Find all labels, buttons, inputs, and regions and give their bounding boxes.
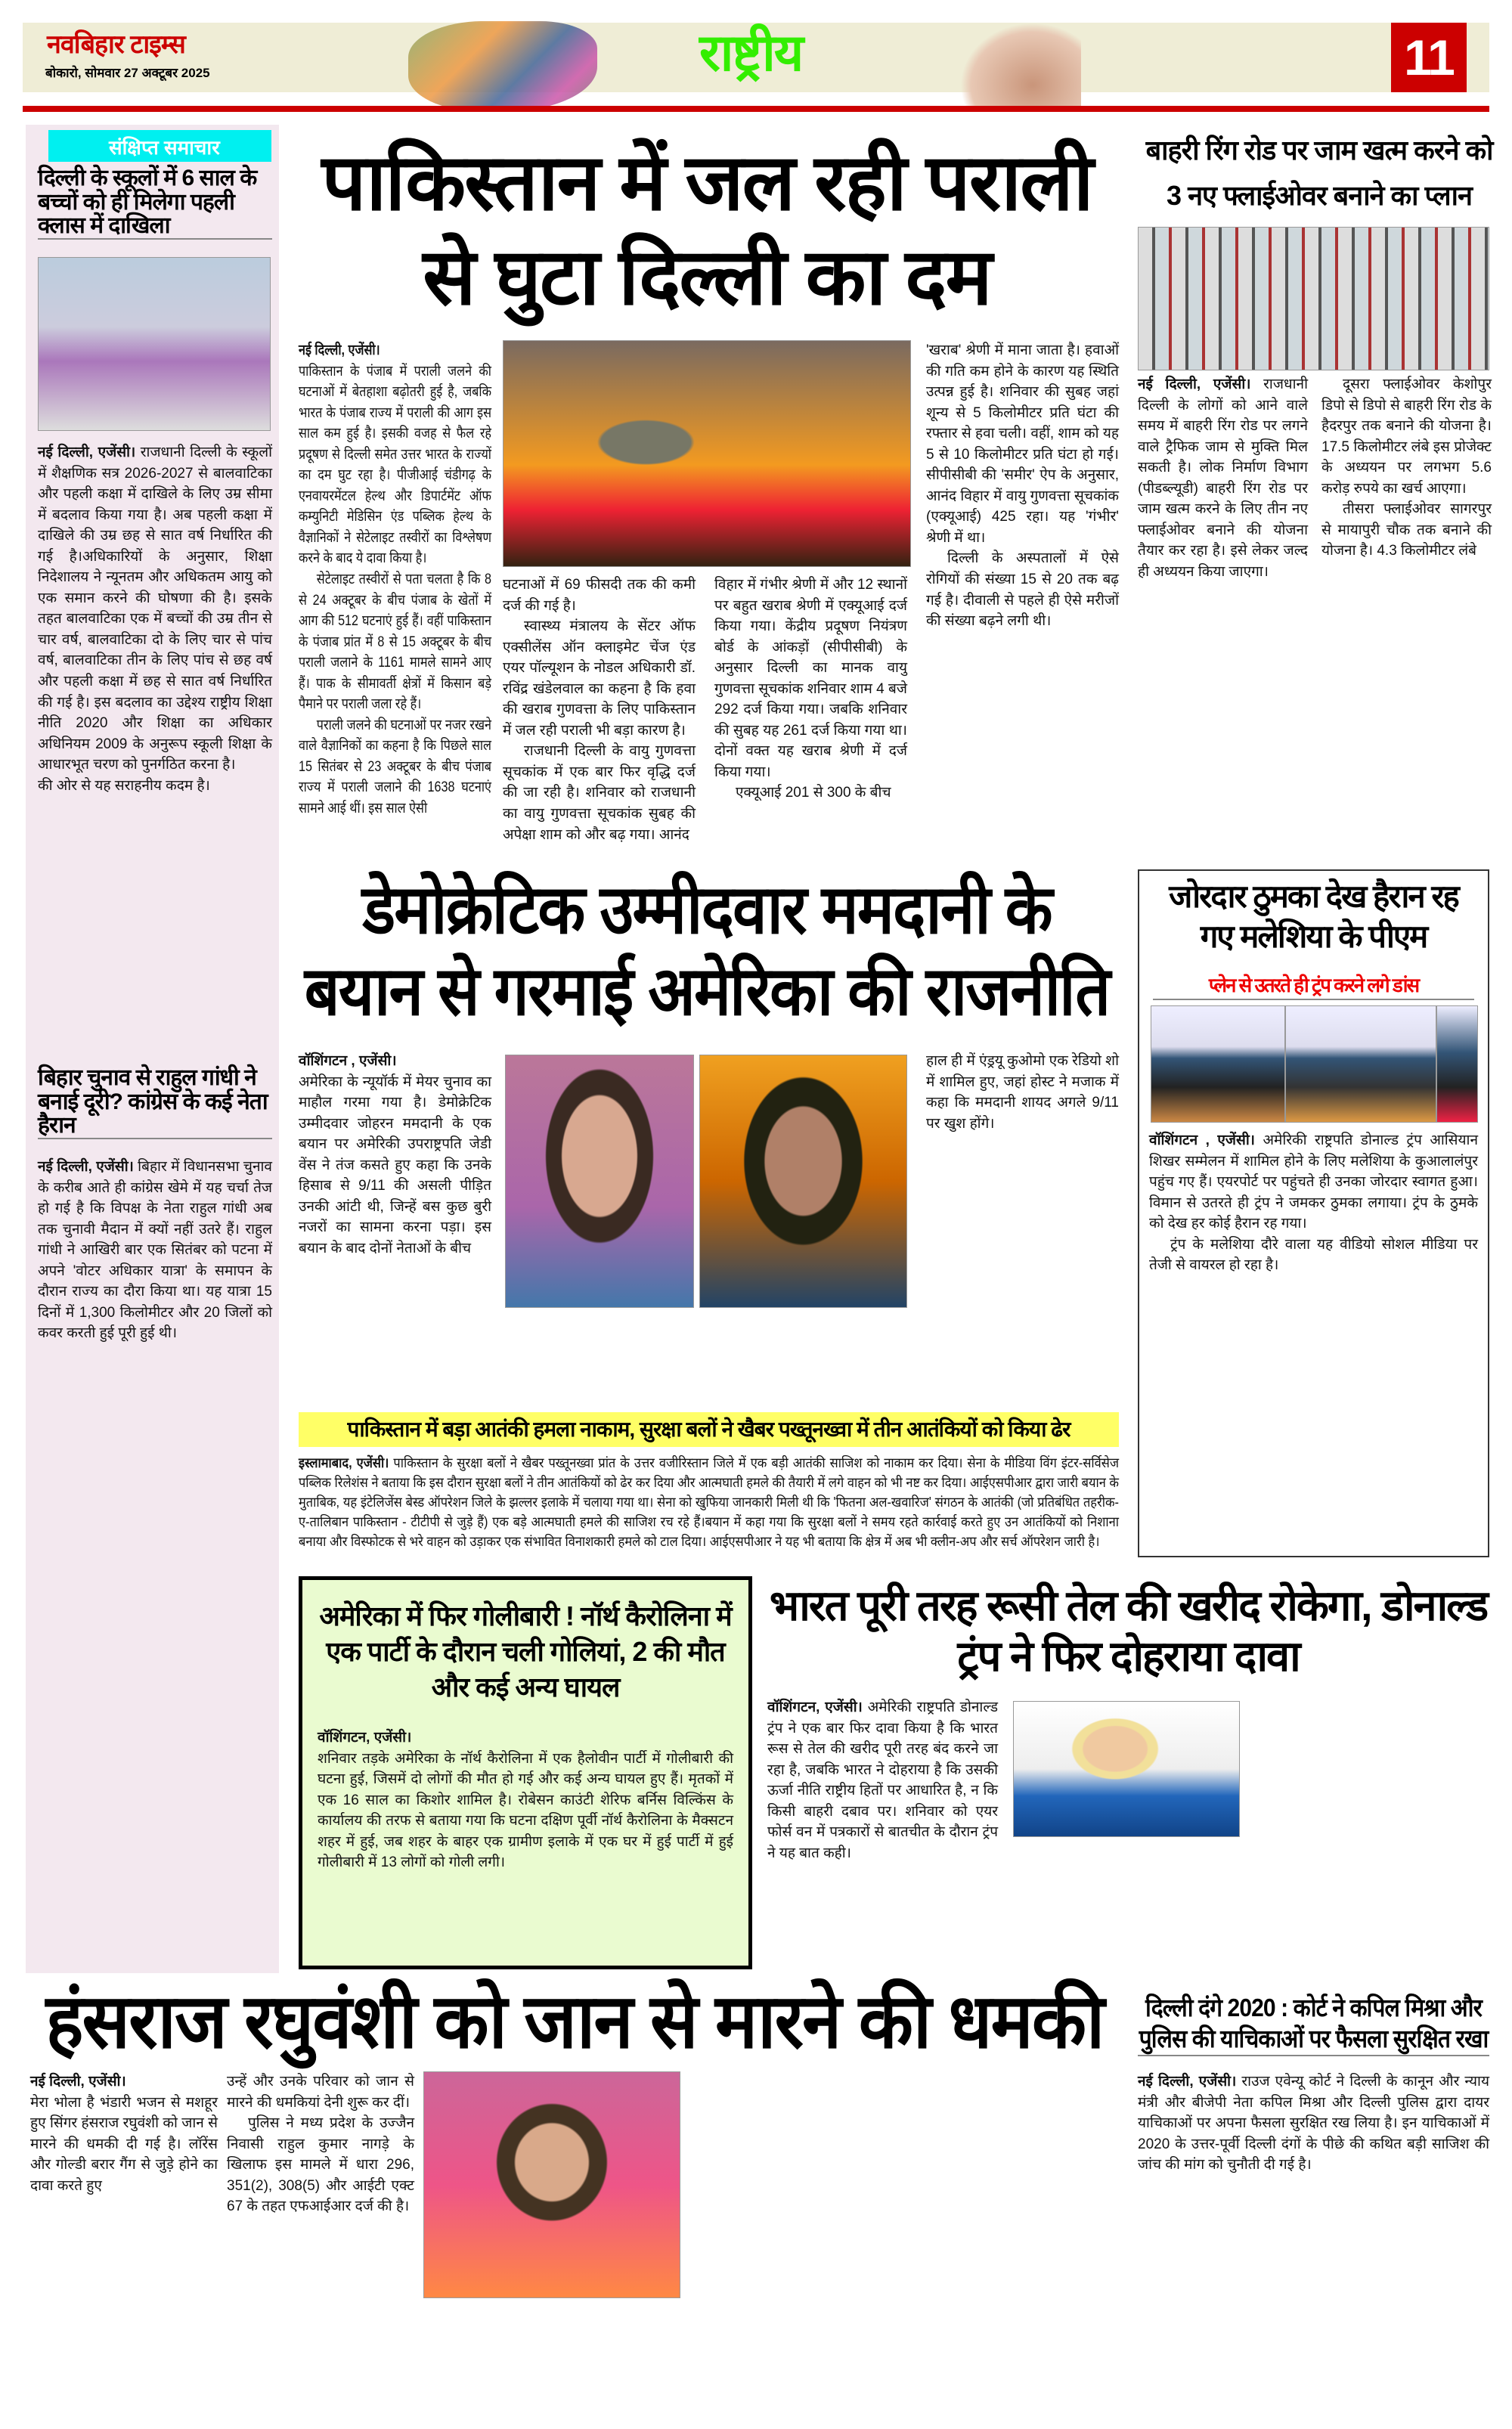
lead-col-4: 'खराब' श्रेणी में माना जाता है। हवाओं की गति कम होने के कारण यह स्थिति उत्पन्न हुई है। शनिवार की सुबह जहां शून्य से 5 किलोमीटर प्रति घंटा की रफ्तार से हवा चली। वहीं, शाम को यह 5 से 10 किलोमीटर प्रति घंटा हो गई। सीपीसीबी की 'समीर' ऐप के अनुसार, आनंद विहार में वायु गुणवत्ता सूचकांक (एक्यूआई) 425 रहा। यह 'गंभीर' श्रेणी में था। दिल्ली के अस्पतालों में ऐसे रोगियों की संख्या 15 से 20 तक बढ़ गई है। दीवाली से पहले ही ऐसे मरीजों की संख्या बढ़ने लगी थी। xyxy=(926,342,1119,630)
mamdani-col-4: हाल ही में एंड्रयू कुओमो एक रेडियो शो में शामिल हुए, जहां होस्ट ने मजाक में कहा कि ममदानी शायद अगले 9/11 पर खुश होंगे। xyxy=(926,1053,1119,1132)
masthead-red-rule xyxy=(23,106,1489,112)
ring-road-col-1: नई दिल्ली, एजेंसी। राजधानी दिल्ली के लोगों को आने वाले समय में बाहरी रिंग रोड पर लगने वाले ट्रैफिक जाम से मुक्ति मिल सकती है। लोक निर्माण विभाग (पीडब्ल्यूडी) बाहरी रिंग रोड पर जाम खत्म करने के लिए तीन नए फ्लाईओवर बनाने की योजना तैयार कर रहा है। इसे लेकर जल्द ही अध्ययन किया जाएगा। xyxy=(1138,376,1308,580)
russia-oil-headline: भारत पूरी तरह रूसी तेल की खरीद रोकेगा, डोनाल्ड ट्रंप ने फिर दोहराया दावा xyxy=(769,1582,1488,1681)
brief-headline-schools: दिल्ली के स्कूलों में 6 साल के बच्चों को ही मिलेगा पहली क्लास में दाखिला xyxy=(38,166,272,240)
mamdani-col-1: वॉशिंगटन , एजेंसी। अमेरिका के न्यूयॉर्क में मेयर चुनाव का माहौल गरमा गया है। डेमोक्रेटिक उम्मीदवार जोहरन ममदानी के एक बयान पर अमेरिकी उपराष्ट्रपति जेडी वेंस ने तंज कसते हुए कहा कि उनके हिसाब से 9/11 की असली पीड़ित उनकी आंटी थी, जिन्हें बस कुछ बुरी नजरों का सामना करना पड़ा। इस बयान के बाद दोनों नेताओं के बीच xyxy=(299,1053,491,1256)
lead-col-1: नई दिल्ली, एजेंसी। पाकिस्तान के पंजाब में पराली जलने की घटनाओं में बेतहाशा बढ़ोतरी हुई है, जबकि भारत के पंजाब राज्य में पराली की आग इस साल कम हुई है। इसकी वजह से फैल रहे प्रदूषण से दिल्ली समेत उत्तर भारत के राज्यों का दम घुट रहा है। पीजीआई चंडीगढ़ के एनवायरमेंटल हेल्थ और डिपार्टमेंट ऑफ कम्युनिटी मेडिसिन एंड पब्लिक हेल्थ के वैज्ञानिकों ने सेटेलाइट तस्वीरों का विश्लेषण करने के बाद ये दावा किया है। सेटेलाइट तस्वीरों से पता चलता है कि 8 से 24 अक्टूबर के बीच पंजाब के खेतों में आग की 512 घटनाएं हुई हैं। वहीं पाकिस्तान के पंजाब प्रांत में 8 से 15 अक्टूबर के बीच पराली जलाने के 1161 मामले सामने आए हैं। पाक के सीमावर्ती क्षेत्रों में किसान बड़े पैमाने पर पराली जला रहे हैं। पराली जलने की घटनाओं पर नजर रखने वाले वैज्ञानिकों का कहना है कि पिछले साल 15 सितंबर से 23 अक्टूबर के बीच पंजाब राज्य में पराली जलाने की 1638 घटनाएं सामने आई थीं। इस साल ऐसी xyxy=(299,342,491,817)
hansraj-col-2: उन्हें और उनके परिवार को जान से मारने की धमकियां देनी शुरू कर दीं। पुलिस ने मध्य प्रदेश के उज्जैन निवासी राहुल कुमार नागड़े के खिलाफ इस मामले में धारा 296, 351(2), 308(5) और आईटी एक्ट 67 के तहत एफआईआर दर्ज की है। xyxy=(227,2074,414,2215)
hansraj-headline: हंसराज रघुवंशी को जान से मारने की धमकी xyxy=(45,1979,1104,2064)
dateline: बोकारो, सोमवार 27 अक्टूबर 2025 xyxy=(45,66,210,80)
malaysia-subhead: प्लेन से उतरते ही ट्रंप करने लगे डांस xyxy=(1153,975,1474,1000)
shooting-headline: अमेरिका में फिर गोलीबारी ! नॉर्थ कैरोलिना में एक पार्टी के दौरान चली गोलियां, 2 की मौत और कई अन्य घायल xyxy=(319,1600,732,1702)
ring-road-col-2: दूसरा फ्लाईओवर केशोपुर डिपो से डिपो से बाहरी रिंग रोड के हैदरपुर तक बनाने की योजना है। 17.5 किलोमीटर लंबे इस प्रोजेक्ट के अध्ययन पर लगभग 5.6 करोड़ रुपये का खर्च आएगा। तीसरा फ्लाईओवर सागरपुर से मायापुरी चौक तक बनाने की योजना है। 4.3 किलोमीटर लंबे xyxy=(1321,376,1492,559)
lead-col-3: विहार में गंभीर श्रेणी में और 12 स्थानों पर बहुत खराब श्रेणी में एक्यूआई दर्ज किया गया। केंद्रीय प्रदूषण नियंत्रण बोर्ड के आंकड़ों (सीपीसीबी) के अनुसार दिल्ली का मानक वायु गुणवत्ता सूचकांक शनिवार शाम 4 बजे 292 दर्ज किया गया। जबकि शनिवार की सुबह यह 261 दर्ज किया गया था। दोनों वक्त यह खराब श्रेणी में दर्ज किया गया। एक्यूआई 201 से 300 के बीच xyxy=(714,577,907,801)
donald-trump-photo xyxy=(1013,1701,1240,1837)
malaysia-headline: जोरदार ठुमका देख हैरान रह गए मलेशिया के पीएम xyxy=(1169,878,1458,954)
jharkhand-map-collage xyxy=(408,21,597,112)
hansraj-raghuwanshi-photo xyxy=(423,2071,680,2298)
ring-road-headline-1: बाहरी रिंग रोड पर जाम खत्म करने को xyxy=(1145,135,1493,166)
brief-body-schools: नई दिल्ली, एजेंसी। राजधानी दिल्ली के स्कूलों में शैक्षणिक सत्र 2026-2027 से बालवाटिका और पहली कक्षा में दाखिले के लिए उम्र सीमा में बदलाव किया गया है। अब पहली कक्षा में दाखिले की उम्र छह से सात वर्ष निर्धारित की गई है।अधिकारियों के अनुसार, शिक्षा निदेशालय ने न्यूनतम और अधिकतम आयु को एक समान करने की घोषणा की है। इसके तहत बालवाटिका एक में बच्चों की उम्र तीन से चार वर्ष, बालवाटिका दो के लिए चार से पांच वर्ष, बालवाटिका तीन के लिए पांच से छह वर्ष और पहली कक्षा में छह से सात वर्ष निर्धारित की गई है। इस बदलाव का उद्देश्य राष्ट्रीय शिक्षा नीति 2020 और शिक्षा का अधिकार अधिनियम 2009 के अनुरूप स्कूली शिक्षा के आधारभूत चरण को पुनर्गठित करना है। की ओर से यह सराहनीय कदम है। xyxy=(38,445,272,794)
riots-headline: दिल्ली दंगे 2020 : कोर्ट ने कपिल मिश्रा और पुलिस की याचिकाओं पर फैसला सुरक्षित रखा xyxy=(1138,1992,1489,2056)
statue-image xyxy=(960,23,1081,112)
schoolchildren-photo xyxy=(38,257,271,431)
russia-oil-body: वॉशिंगटन, एजेंसी। अमेरिकी राष्ट्रपति डोनाल्ड ट्रंप ने एक बार फिर दावा किया है कि भारत रूस से तेल की खरीद पूरी तरह बंद करने जा रहा है, जबकि भारत ने दोहराया है कि उसकी ऊर्जा नीति राष्ट्रीय हितों पर आधारित है, न कि किसी बाहरी दबाव पर। शनिवार को एयर फोर्स वन में पत्रकारों से बातचीत के दौरान ट्रंप ने यह बात कही। xyxy=(767,1699,998,1861)
hansraj-col-1: नई दिल्ली, एजेंसी। मेरा भोला है भंडारी भजन से मशहूर हुए सिंगर हंसराज रघुवंशी को जान से मारने की धमकी दी गई है। लॉरेंस और गोल्डी बरार गैंग से जुड़े होने का दावा करते हुए xyxy=(30,2074,218,2194)
briefs-label-text: संक्षिप्त समाचार xyxy=(109,136,220,159)
mamdani-headline: डेमोक्रेटिक उम्मीदवार ममदानी के बयान से गरमाई अमेरिका की राजनीति xyxy=(304,872,1110,1030)
trump-airport-photo-1 xyxy=(1151,1005,1285,1123)
riots-body: नई दिल्ली, एजेंसी। राउज एवेन्यू कोर्ट ने दिल्ली के कानून और न्याय मंत्री और बीजेपी नेता कपिल मिश्रा और दिल्ली पुलिस द्वारा दायर याचिकाओं पर अपना फैसला सुरक्षित रख लिया है। इन याचिकाओं में 2020 के उत्तर-पूर्वी दिल्ली दंगों के पीछे की कथित बड़ी साजिश की जांच की मांग को चुनौती दी गई है। xyxy=(1138,2074,1489,2173)
shooting-body: वॉशिंगटन, एजेंसी। शनिवार तड़के अमेरिका के नॉर्थ कैरोलिना में एक हैलोवीन पार्टी में गोलीबारी की घटना हुई, जिसमें दो लोगों की मौत हो गई और कई अन्य घायल हुए हैं। मृतकों में एक 16 साल का किशोर शामिल है। रोबेसन काउंटी शेरिफ बर्निस विल्किंस के कार्यालय की तरफ से बताया गया कि घटना दक्षिण पूर्वी नॉर्थ कैरोलिना के मैक्सटन शहर में हुई, जब शहर के बाहर एक ग्रामीण इलाके में एक घर में हुई पार्टी में हुई गोलीबारी में 13 लोगों को गोली लगी। xyxy=(318,1730,733,1871)
terror-headline: पाकिस्तान में बड़ा आतंकी हमला नाकाम, सुरक्षा बलों ने खैबर पख्तूनख्वा में तीन आतंकियों को किया ढेर xyxy=(347,1417,1070,1441)
terror-body: इस्लामाबाद, एजेंसी। पाकिस्तान के सुरक्षा बलों ने खैबर पख्तूनख्वा प्रांत के उत्तर वजीरिस्तान जिले में एक बड़ी आतंकी साजिश को नाकाम कर दिया। सेना के मीडिया विंग इंटर-सर्विसेज पब्लिक रिलेशंस ने बताया कि इस दौरान सुरक्षा बलों ने तीन आतंकियों को ढेर कर दिया और आत्मघाती हमले की तैयारी में लगे वाहन को भी नष्ट कर दिया। आईएसपीआर द्वारा जारी बयान के मुताबिक, यह इंटेलिजेंस बेस्ड ऑपरेशन जिले के झल्लर इलाके में चलाया गया था। सेना को खुफिया जानकारी मिली थी कि 'फितना अल-खवारिज' संगठन के आतंकी (जो प्रतिबंधित तहरीक-ए-तालिबान पाकिस्तान - टीटीपी से जुड़े हैं) एक बड़े आत्मघाती हमले की साजिश रच रहे हैं।बयान में कहा गया कि सुरक्षा बलों ने समय रहते कार्रवाई करते हुए उन आतंकियों को निशाना बनाया और विस्फोटक से भरे वाहन को उड़ाकर एक संभावित विनाशकारी हमले को टाल दिया। आईएसपीआर ने यह भी बताया कि क्षेत्र में अब भी क्लीन-अप और सर्च ऑपरेशन जारी है। xyxy=(299,1455,1119,1550)
lead-headline: पाकिस्तान में जल रही पराली से घुटा दिल्ली का दम xyxy=(321,139,1092,321)
brief-headline-bihar: बिहार चुनाव से राहुल गांधी ने बनाई दूरी? कांग्रेस के कई नेता हैरान xyxy=(38,1066,272,1139)
malaysia-body: वॉशिंगटन , एजेंसी। अमेरिकी राष्ट्रपति डोनाल्ड ट्रंप आसियान शिखर सम्मेलन में शामिल होने के लिए मलेशिया के कुआलालंपुर पहुंच गए हैं। एयरपोर्ट पर पहुंचते ही उनका जोरदार स्वागत हुआ। विमान से उतरते ही ट्रंप ने जमकर ठुमका लगाया। ट्रंप के ठुमके को देख हर कोई हैरान रह गया। ट्रंप के मलेशिया दौरे वाला यह वीडियो सोशल मीडिया पर तेजी से वायरल हो रहा है। xyxy=(1149,1132,1478,1274)
brief-body-bihar: नई दिल्ली, एजेंसी। बिहार में विधानसभा चुनाव के करीब आते ही कांग्रेस खेमे में यह चर्चा तेज हो गई है कि विपक्ष के नेता राहुल गांधी अब तक चुनावी मैदान में क्यों नहीं उतरे हैं। राहुल गांधी ने आखिरी बार एक सितंबर को पटना में अपने 'वोटर अधिकार यात्रा' के समापन के दौरान राज्य का दौरा किया था। यह यात्रा 15 दिनों में 1,300 किलोमीटर और 20 जिलों को कवर करती हुई पूरी हुई थी। xyxy=(38,1159,272,1342)
lead-col-2: घटनाओं में 69 फीसदी तक की कमी दर्ज की गई है। स्वास्थ्य मंत्रालय के सेंटर ऑफ एक्सीलेंस ऑन क्लाइमेट चेंज एंड एयर पॉल्यूशन के नोडल अधिकारी डॉ. रविंद्र खंडेलवाल का कहना है कि हवा की खराब गुणवत्ता के लिए पाकिस्तान में जल रही पराली भी बड़ा कारण है। राजधानी दिल्ली के वायु गुणवत्ता सूचकांक में एक बार फिर वृद्धि दर्ज की जा रही है। शनिवार को राजधानी का वायु गुणवत्ता सूचकांक सुबह की अपेक्षा शाम को और बढ़ गया। आनंद xyxy=(503,577,696,843)
paper-name: नवबिहार टाइम्स xyxy=(47,30,185,59)
ring-road-headline-2: 3 नए फ्लाईओवर बनाने का प्लान xyxy=(1167,180,1472,211)
trump-airport-photo-3 xyxy=(1436,1005,1478,1123)
jd-vance-photo xyxy=(505,1055,694,1308)
stubble-fire-photo xyxy=(503,340,911,567)
zohran-mamdani-photo xyxy=(699,1055,907,1308)
briefs-label xyxy=(48,130,271,162)
traffic-jam-photo xyxy=(1138,227,1489,370)
trump-airport-photo-2 xyxy=(1285,1005,1436,1123)
section-title: राष्ट्रीय xyxy=(699,24,803,82)
page-number: 11 xyxy=(1391,23,1467,92)
